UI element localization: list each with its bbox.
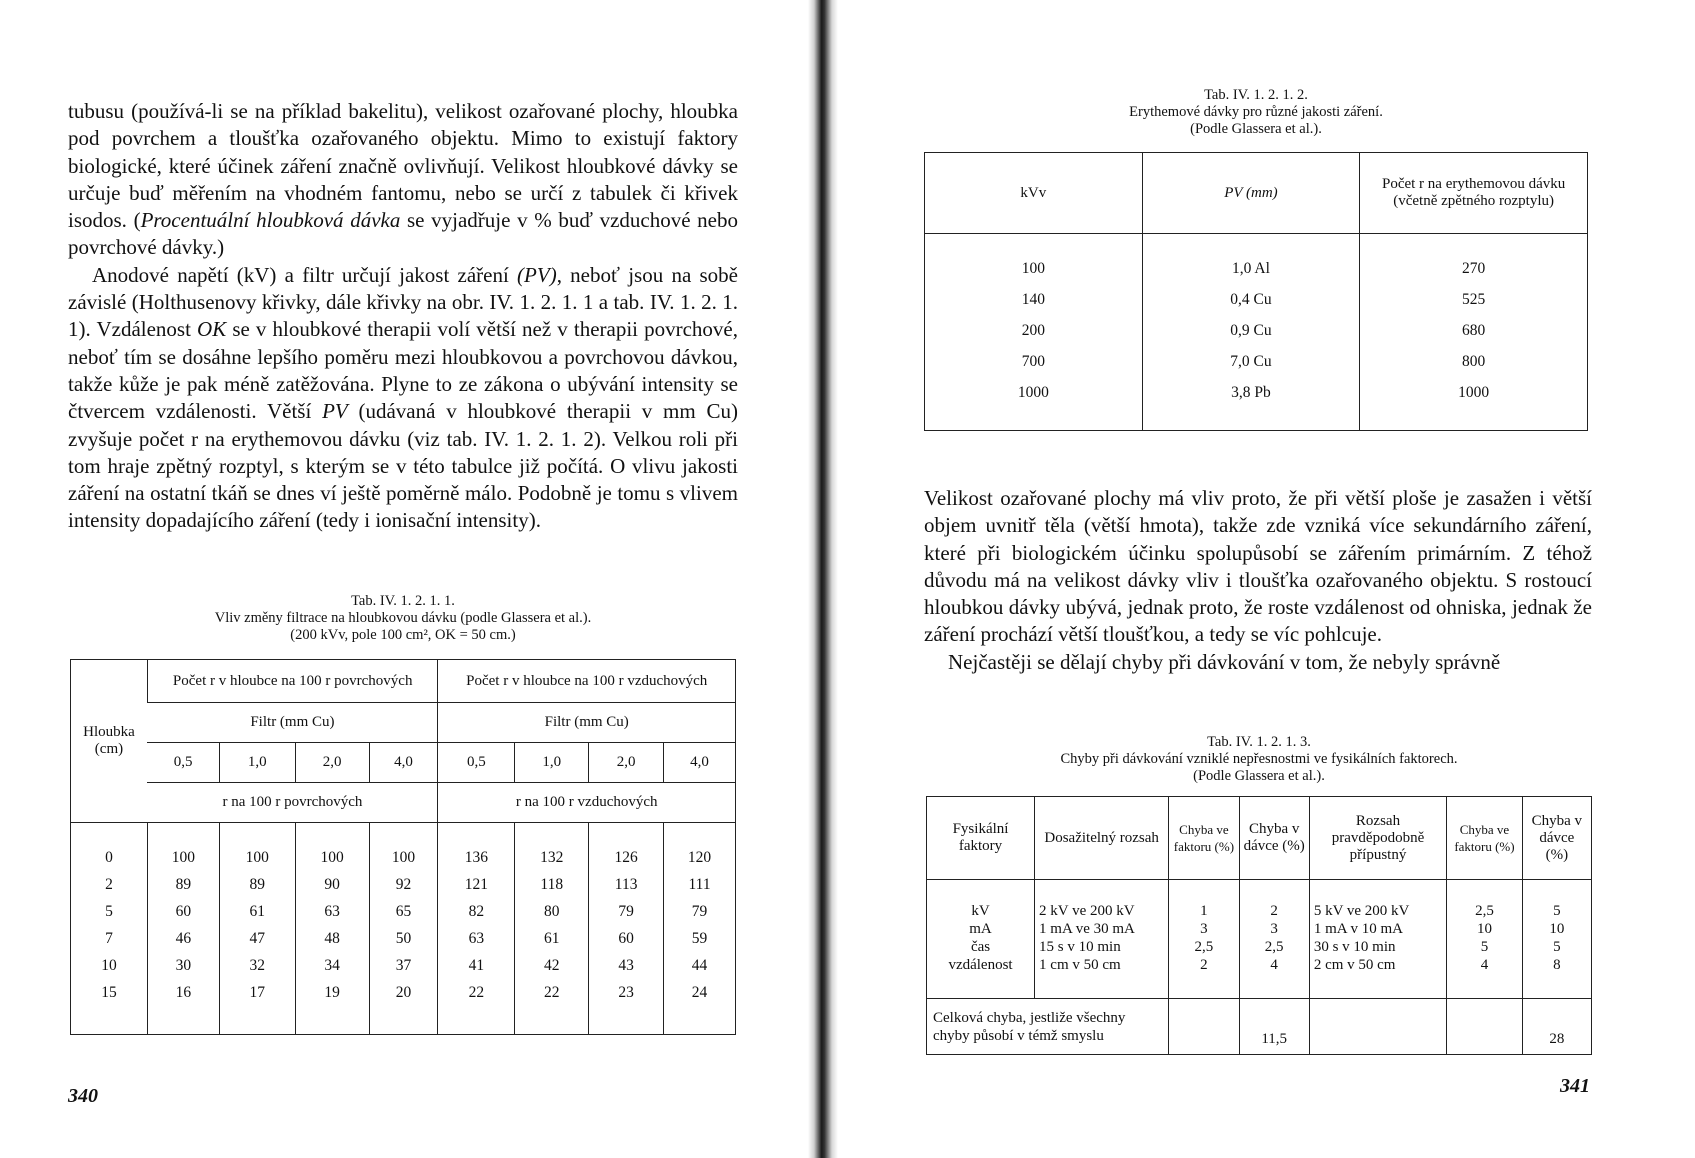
table1-depth-cell: 2 bbox=[105, 876, 113, 893]
table2 bbox=[924, 152, 1588, 431]
table1-caption-conditions: (200 kVv, pole 100 cm², OK = 50 cm.) bbox=[290, 627, 516, 643]
table2-pv-cell: 7,0 Cu bbox=[1142, 347, 1360, 378]
table1-unit-air: r na 100 r vzduchových bbox=[438, 783, 736, 823]
table-row bbox=[925, 347, 1588, 378]
table2-count-cell: 800 bbox=[1360, 347, 1588, 378]
table1-value-cell: 48 bbox=[295, 926, 369, 953]
table3-factors-cell bbox=[927, 880, 1035, 999]
right-paragraph-1: Velikost ozařované plochy má vliv proto, že při větší ploše je zasažen i větší objem uvnitř těla (větší hmota), takže zde vzniká více sekundárního záření, které při biologickém účinku spolupůsobí se zářením primárním. Z téhož důvodu má na velikost dávky vliv i tloušťka ozařovaného objektu. S rostoucí hloubkou dávky ubývá, jednak proto, že roste vzdálenost od ohniska, jednak že záření prochází větší tloušťkou, a tedy se víc pohlcuje. bbox=[924, 486, 1592, 647]
table1-value-cell: 46 bbox=[147, 926, 219, 953]
table2-col-kv: kVv bbox=[925, 153, 1143, 234]
table1-value-cell: 32 bbox=[219, 953, 295, 980]
table-row bbox=[925, 285, 1588, 316]
table1-value-cell: 79 bbox=[589, 899, 664, 926]
table1-value-cell: 82 bbox=[438, 899, 515, 926]
table-row bbox=[71, 872, 736, 899]
table1-value-cell: 120 bbox=[664, 845, 736, 872]
table3-cell-line: 5 kV ve 200 kV bbox=[1313, 903, 1410, 919]
table1-value-cell: 80 bbox=[515, 899, 589, 926]
table3-err-factor-cell bbox=[1169, 880, 1239, 999]
table1-value-cell: 24 bbox=[664, 980, 736, 1007]
table1-filter-label-2: Filtr (mm Cu) bbox=[438, 703, 736, 743]
table3-cell-line: 4 bbox=[1480, 957, 1489, 973]
table3-cell-line: 10 bbox=[1549, 921, 1565, 937]
table3-caption bbox=[926, 734, 1592, 785]
table2-caption bbox=[924, 87, 1588, 138]
table1-filter-cell: 4,0 bbox=[664, 743, 736, 783]
table1-caption bbox=[70, 593, 736, 644]
table1-value-cell: 17 bbox=[219, 980, 295, 1007]
table3-cell-line: 2,5 bbox=[1264, 939, 1284, 955]
table2-col-count: Počet r na erythemovou dávku (včetně zpětného rozptylu) bbox=[1360, 153, 1588, 234]
table1-value-cell: 37 bbox=[369, 953, 438, 980]
table3-cell-line: 1 cm v 50 cm bbox=[1039, 957, 1121, 973]
book-gutter bbox=[808, 0, 838, 1158]
table1-value-cell: 19 bbox=[295, 980, 369, 1007]
table1-value-cell: 100 bbox=[369, 845, 438, 872]
table1-value-cell: 111 bbox=[664, 872, 736, 899]
table1-value-cell: 63 bbox=[295, 899, 369, 926]
table2-kv-cell: 1000 bbox=[1017, 384, 1049, 401]
table1-body bbox=[71, 845, 736, 1007]
table3-cell-line: mA bbox=[969, 921, 992, 937]
table1-value-cell: 63 bbox=[438, 926, 515, 953]
table3-cell-line: čas bbox=[970, 939, 991, 955]
table1-value-cell: 113 bbox=[589, 872, 664, 899]
table2-count-cell: 525 bbox=[1360, 285, 1588, 316]
table3-cell-line: 1 bbox=[1200, 903, 1208, 919]
table1-value-cell: 61 bbox=[515, 926, 589, 953]
table3-cell-line: 15 s v 10 min bbox=[1039, 939, 1121, 955]
table1-depth-cell: 15 bbox=[101, 984, 117, 1001]
table1-filter-cell: 0,5 bbox=[438, 743, 515, 783]
table-row bbox=[925, 316, 1588, 347]
table3-cell-line: 2 kV ve 200 kV bbox=[1039, 903, 1135, 919]
table2-kv-cell: 700 bbox=[1021, 353, 1045, 370]
table3-total-dose-1: 11,5 bbox=[1239, 999, 1309, 1055]
table1-filter-cell: 2,0 bbox=[295, 743, 369, 783]
table3-cell-line: 2 bbox=[1270, 903, 1278, 919]
table1-value-cell: 30 bbox=[147, 953, 219, 980]
table3-cell-line: 2 bbox=[1200, 957, 1208, 973]
table2-kv-cell: 100 bbox=[1021, 260, 1045, 277]
table2-body bbox=[925, 254, 1588, 409]
left-body-text bbox=[68, 98, 738, 535]
table2-pv-cell: 3,8 Pb bbox=[1142, 378, 1360, 409]
table3-col-err-factor-2: Chyba ve faktoru (%) bbox=[1447, 797, 1523, 880]
table1-value-cell: 65 bbox=[369, 899, 438, 926]
table1-filter-label-1: Filtr (mm Cu) bbox=[147, 703, 438, 743]
table2-caption-title: Erythemové dávky pro různé jakosti záření. bbox=[1129, 104, 1383, 120]
table1-value-cell: 23 bbox=[589, 980, 664, 1007]
left-page bbox=[0, 0, 808, 1158]
table3-cell-line: 2,5 bbox=[1475, 903, 1494, 919]
table1-filter-row bbox=[71, 743, 736, 783]
table1-caption-title: Vliv změny filtrace na hloubkovou dávku (podle Glassera et al.). bbox=[214, 610, 592, 626]
table1-value-cell: 89 bbox=[219, 872, 295, 899]
table1-value-cell: 61 bbox=[219, 899, 295, 926]
table3-cell-line: 5 bbox=[1480, 939, 1489, 955]
table1-value-cell: 50 bbox=[369, 926, 438, 953]
table-row bbox=[925, 378, 1588, 409]
table3 bbox=[926, 796, 1592, 1055]
table3-cell-line: 8 bbox=[1553, 957, 1561, 973]
table3-cell-line: 5 bbox=[1553, 939, 1561, 955]
table1-value-cell: 34 bbox=[295, 953, 369, 980]
table1-depth-cell: 5 bbox=[105, 903, 113, 920]
table3-cell-line: 2,5 bbox=[1194, 939, 1214, 955]
table3-cell-line: vzdálenost bbox=[948, 957, 1013, 973]
table1-depth-header: Hloubka (cm) bbox=[71, 660, 148, 823]
table1-filter-cell: 2,0 bbox=[589, 743, 664, 783]
table1-filter-cell: 1,0 bbox=[515, 743, 589, 783]
table-row bbox=[71, 980, 736, 1007]
table1-value-cell: 90 bbox=[295, 872, 369, 899]
table1-group-air: Počet r v hloubce na 100 r vzduchových bbox=[438, 660, 736, 703]
table1-filter-cell: 4,0 bbox=[369, 743, 438, 783]
table2-kv-cell: 200 bbox=[1021, 322, 1045, 339]
table3-cell-line: 30 s v 10 min bbox=[1313, 939, 1396, 955]
table1-value-cell: 42 bbox=[515, 953, 589, 980]
table3-col-err-dose: Chyba v dávce (%) bbox=[1239, 797, 1309, 880]
table3-err-factor-2-cell bbox=[1447, 880, 1523, 999]
table3-cell-line: 4 bbox=[1270, 957, 1278, 973]
table3-permissible-cell bbox=[1309, 880, 1446, 999]
table1-value-cell: 22 bbox=[438, 980, 515, 1007]
right-paragraph-2: Nejčastěji se dělají chyby při dávkování v tom, že nebyly správně bbox=[948, 649, 1501, 674]
table1-value-cell: 136 bbox=[438, 845, 515, 872]
table-row bbox=[925, 254, 1588, 285]
table3-cell-line: 5 bbox=[1553, 903, 1561, 919]
table3-reachable-cell bbox=[1035, 880, 1169, 999]
table2-pv-cell: 0,9 Cu bbox=[1142, 316, 1360, 347]
table1-value-cell: 44 bbox=[664, 953, 736, 980]
table1-group-surface: Počet r v hloubce na 100 r povrchových bbox=[147, 660, 438, 703]
table2-caption-number: Tab. IV. 1. 2. 1. 2. bbox=[1204, 87, 1308, 103]
table2-pv-cell: 0,4 Cu bbox=[1142, 285, 1360, 316]
table1-value-cell: 60 bbox=[589, 926, 664, 953]
table2-count-cell: 680 bbox=[1360, 316, 1588, 347]
table1-value-cell: 100 bbox=[295, 845, 369, 872]
table1-caption-number: Tab. IV. 1. 2. 1. 1. bbox=[351, 593, 455, 609]
table1-value-cell: 79 bbox=[664, 899, 736, 926]
table1-depth-cell: 10 bbox=[101, 957, 117, 974]
table2-kv-cell: 140 bbox=[1021, 291, 1045, 308]
table1-value-cell: 92 bbox=[369, 872, 438, 899]
table3-caption-number: Tab. IV. 1. 2. 1. 3. bbox=[1207, 734, 1311, 750]
table3-err-dose-cell bbox=[1239, 880, 1309, 999]
table1-value-cell: 60 bbox=[147, 899, 219, 926]
table1-value-cell: 126 bbox=[589, 845, 664, 872]
table1-value-cell: 16 bbox=[147, 980, 219, 1007]
table-row bbox=[71, 953, 736, 980]
page-number-right: 341 bbox=[1560, 1075, 1590, 1097]
page-number-left: 340 bbox=[68, 1085, 98, 1107]
table2-caption-source: (Podle Glassera et al.). bbox=[1190, 121, 1322, 137]
table1-value-cell: 20 bbox=[369, 980, 438, 1007]
table1-value-cell: 121 bbox=[438, 872, 515, 899]
table1-depth-cell: 7 bbox=[105, 930, 113, 947]
table1-value-cell: 100 bbox=[219, 845, 295, 872]
table-row bbox=[71, 845, 736, 872]
table1-value-cell: 43 bbox=[589, 953, 664, 980]
table3-col-permissible: Rozsah pravděpodobně přípustný bbox=[1309, 797, 1446, 880]
table1-value-cell: 132 bbox=[515, 845, 589, 872]
table3-data-row bbox=[927, 880, 1592, 999]
table1-value-cell: 59 bbox=[664, 926, 736, 953]
table3-cell-line: 2 cm v 50 cm bbox=[1313, 957, 1396, 973]
table3-cell-line: kV bbox=[971, 903, 990, 919]
table3-caption-title: Chyby při dávkování vzniklé nepřesnostmi ve fysikálních faktorech. bbox=[1060, 751, 1458, 767]
table-row bbox=[71, 926, 736, 953]
table1-filter-cell: 0,5 bbox=[147, 743, 219, 783]
table2-count-cell: 270 bbox=[1360, 254, 1588, 285]
table3-cell-line: 3 bbox=[1270, 921, 1278, 937]
left-paragraph-1: tubusu (používá-li se na příklad bakelitu), velikost ozařované plochy, hloubka pod povrchem a tloušťka ozařovaného objektu. Mimo to existují faktory biologické, které účinek záření značně ovlivňují. Velikost hloubkové dávky se určuje buď měřením na vhodném fantomu, nebo se určí z tabulek či křivek isodos. (Procentuální hloubková dávka se vyjadřuje v % buď vzduchové nebo povrchové dávky.) bbox=[68, 99, 739, 260]
table1-value-cell: 47 bbox=[219, 926, 295, 953]
table3-cell-line: 1 mA v 10 mA bbox=[1313, 921, 1403, 937]
table3-cell-line: 10 bbox=[1476, 921, 1492, 937]
table1-value-cell: 89 bbox=[147, 872, 219, 899]
table1-value-cell: 118 bbox=[515, 872, 589, 899]
table3-total-row bbox=[927, 999, 1592, 1055]
table2-col-pv: PV (mm) bbox=[1142, 153, 1360, 234]
table3-caption-source: (Podle Glassera et al.). bbox=[1193, 768, 1325, 784]
left-paragraph-2: Anodové napětí (kV) a filtr určují jakost záření (PV), neboť jsou na sobě závislé (Holthusenovy křivky, dále křivky na obr. IV. 1. 2. 1. 1 a tab. IV. 1. 2. 1. 1). Vzdálenost OK se v hloubkové therapii volí větší než v therapii povrchové, neboť tím se dosáhne lepšího poměru mezi hloubkovou a povrchovou dávkou, takže kůže je pak méně zatěžována. Plyne to ze zákona o ubývání intensity se čtvercem vzdálenosti. Větší PV (udávaná v hloubkové therapii v mm Cu) zvyšuje počet r na erythemovou dávku (viz tab. IV. 1. 2. 1. 2). Velkou roli při tom hraje zpětný rozptyl, s kterým se v této tabulce již počítá. O vlivu jakosti záření na ostatní tkáň se dnes ví ještě poměrně málo. Podobně je tomu s vlivem intensity dopadajícího záření (tedy i ionisační intensity). bbox=[68, 262, 738, 533]
table1-value-cell: 100 bbox=[147, 845, 219, 872]
table3-total-label: Celková chyba, jestliže všechny chyby působí v témž smyslu bbox=[933, 1009, 1126, 1044]
table3-col-err-factor: Chyba ve faktoru (%) bbox=[1169, 797, 1239, 880]
table2-count-cell: 1000 bbox=[1360, 378, 1588, 409]
table1-unit-surface: r na 100 r povrchových bbox=[147, 783, 438, 823]
table1 bbox=[70, 659, 736, 1035]
table3-err-dose-2-cell bbox=[1522, 880, 1591, 999]
table3-col-reachable: Dosažitelný rozsah bbox=[1035, 797, 1169, 880]
table3-cell-line: 3 bbox=[1200, 921, 1208, 937]
table2-pv-cell: 1,0 Al bbox=[1142, 254, 1360, 285]
table3-col-err-dose-2: Chyba v dávce (%) bbox=[1522, 797, 1591, 880]
table1-filter-cell: 1,0 bbox=[219, 743, 295, 783]
table1-depth-cell: 0 bbox=[105, 849, 113, 866]
table3-col-factors: Fysikální faktory bbox=[927, 797, 1035, 880]
table3-cell-line: 1 mA ve 30 mA bbox=[1039, 921, 1135, 937]
table1-value-cell: 41 bbox=[438, 953, 515, 980]
right-body-text bbox=[924, 485, 1592, 676]
table3-total-dose-2: 28 bbox=[1522, 999, 1591, 1055]
table-row bbox=[71, 899, 736, 926]
table1-value-cell: 22 bbox=[515, 980, 589, 1007]
